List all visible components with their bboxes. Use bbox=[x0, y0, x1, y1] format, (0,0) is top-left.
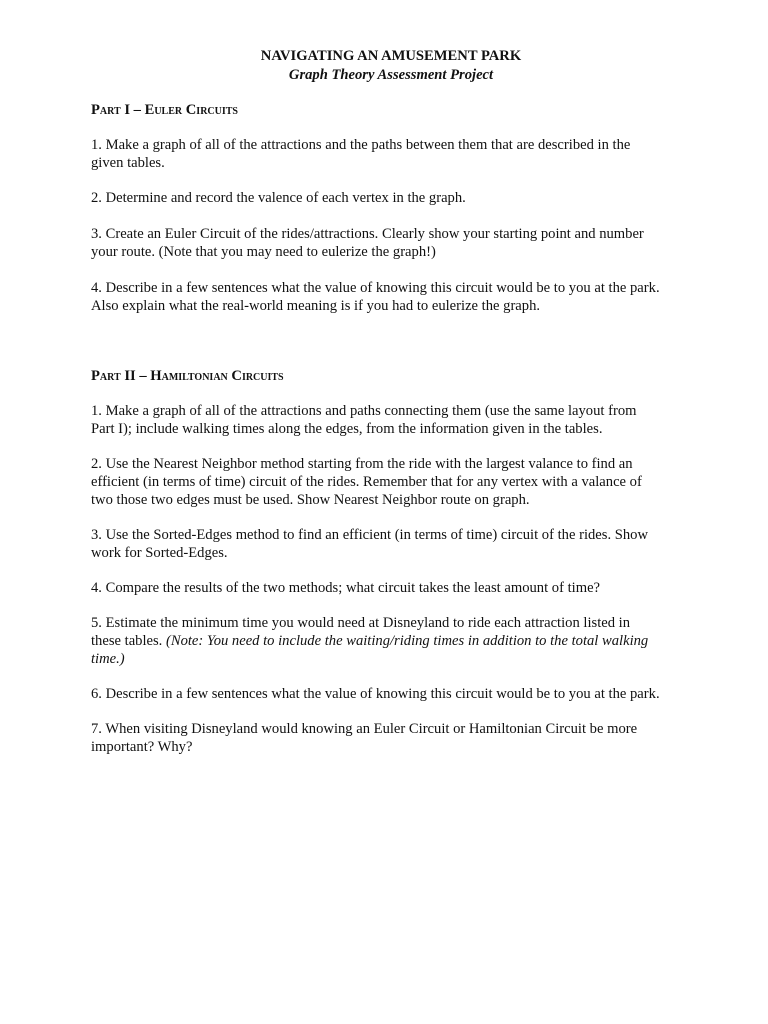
part2-item-4: 4. Compare the results of the two methods; what circuit takes the least amount of time? bbox=[91, 580, 601, 596]
part2-item-1: 1. Make a graph of all of the attractions and paths connecting them (use the same layout from Part I); include walking times along the edges, from the information given in the tables. bbox=[91, 403, 637, 437]
part1-item-3: 3. Create an Euler Circuit of the rides/attractions. Clearly show your starting point and number your route. (Note that you may need to eulerize the graph!) bbox=[91, 226, 644, 260]
part1-item-4: 4. Describe in a few sentences what the value of knowing this circuit would be to you at the park. Also explain what the real-world meaning is if you had to eulerize the graph. bbox=[91, 280, 660, 314]
document-subtitle: Graph Theory Assessment Project bbox=[288, 67, 494, 83]
part2-item-5 bbox=[91, 614, 691, 668]
part2-item-3: 3. Use the Sorted-Edges method to find an efficient (in terms of time) circuit of the rides. Show work for Sorted-Edges. bbox=[91, 527, 648, 561]
part2-item-6: 6. Describe in a few sentences what the value of knowing this circuit would be to you at the park. bbox=[91, 686, 660, 702]
part1-item-2: 2. Determine and record the valence of each vertex in the graph. bbox=[91, 190, 466, 206]
part2-item-7: 7. When visiting Disneyland would knowing an Euler Circuit or Hamiltonian Circuit be more important? Why? bbox=[91, 721, 638, 755]
document-page bbox=[91, 47, 691, 756]
part2-item-5-text: 5. Estimate the minimum time you would need at Disneyland to ride each attraction listed in these tables. bbox=[91, 615, 631, 649]
part1-heading: Part I – Euler Circuits bbox=[91, 102, 238, 118]
part2-item-5-note: (Note: You need to include the waiting/riding times in addition to the total walking time.) bbox=[91, 633, 649, 667]
part1-item-1: 1. Make a graph of all of the attractions and the paths between them that are described in the given tables. bbox=[91, 137, 631, 171]
document-title: NAVIGATING AN AMUSEMENT PARK bbox=[260, 48, 522, 64]
part2-item-2: 2. Use the Nearest Neighbor method starting from the ride with the largest valance to find an efficient (in terms of time) circuit of the rides. Remember that for any vertex with a valance of two those two edges must be used. Show Nearest Neighbor route on graph. bbox=[91, 456, 642, 508]
part2-heading: Part II – Hamiltonian Circuits bbox=[91, 368, 284, 384]
